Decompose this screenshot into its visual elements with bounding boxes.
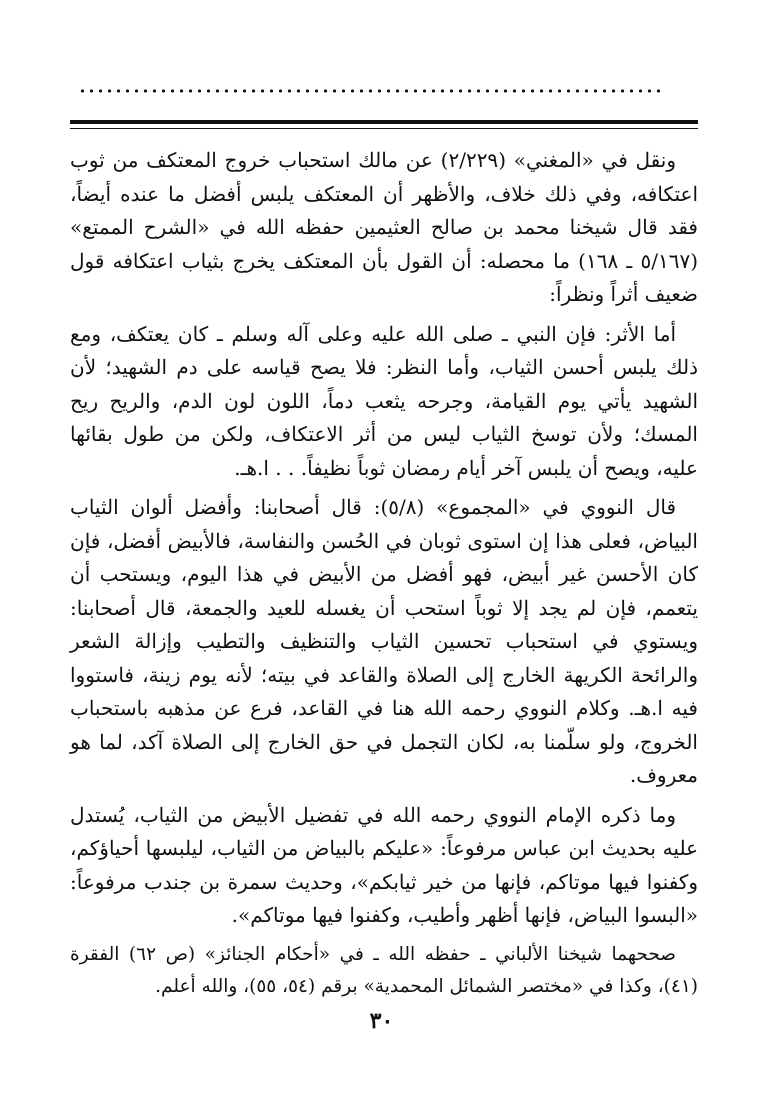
header-rule-thin — [70, 128, 698, 129]
paragraph-athar: أما الأثر: فإن النبي ـ صلى الله عليه وعلى آله وسلم ـ كان يعتكف، ومع ذلك يلبس أحسن الثياب، وأما النظر: فلا يصح قياسه على دم الشهيد؛ لأن الشهيد يأتي يوم القيامة، وجرحه يثعب دماً، اللون لون الدم، والريح ريح المسك؛ ولأن توسخ الثياب ليس من أثر الاعتكاف، ولكن من طول بقائها عليه، ويصح أن يلبس آخر أيام رمضان ثوباً نظيفاً. . . ا.هـ. — [70, 321, 698, 480]
paragraph-albani: صححهما شيخنا الألباني ـ حفظه الله ـ في «أحكام الجنائز» (ص ٦٢) الفقرة (٤١)، وكذا في «مختصر الشمائل المحمدية» برقم (٥٤، ٥٥)، والله أعلم. — [70, 943, 698, 997]
body-text — [70, 144, 698, 1005]
paragraph-mughni: ونقل في «المغني» (٢/٢٢٩) عن مالك استحباب خروج المعتكف من ثوب اعتكافه، وفي ذلك خلاف، والأظهر أن المعتكف يلبس أفضل ما عنده أيضاً، فقد قال شيخنا محمد بن صالح العثيمين حفظه الله في «الشرح الممتع» (٥/١٦٧ ـ ١٦٨) ما محصله: أن القول بأن المعتكف يخرج بثياب اعتكافه قول ضعيف أثراً ونظراً: — [70, 148, 699, 306]
dotted-header-rule — [78, 88, 663, 94]
paragraph-nawawi: قال النووي في «المجموع» (٥/٨): قال أصحابنا: وأفضل ألوان الثياب البياض، فعلى هذا إن استوى ثوبان في الحُسن والنفاسة، فالأبيض أفضل، فإن كان الأحسن غير أبيض، فهو أفضل من الأبيض في هذا اليوم، ويستحب أن يتعمم، فإن لم يجد إلا ثوباً استحب أن يغسله للعيد والجمعة، قال أصحابنا: ويستوي في استحباب تحسين الثياب والتنظيف والتطيب وإزالة الشعر والرائحة الكريهة الخارج إلى الصلاة والقاعد في بيته؛ لأنه يوم زينة، فاستووا فيه ا.هـ. وكلام النووي رحمه الله هنا في القاعد، فرع عن مذهبه باستحباب الخروج، ولو سلّمنا به، لكان التجمل في حق الخارج إلى الصلاة آكد، لما هو معروف. — [70, 495, 698, 787]
page-number: ٣٠ — [369, 1008, 394, 1034]
paragraph-hadith: وما ذكره الإمام النووي رحمه الله في تفضيل الأبيض من الثياب، يُستدل عليه بحديث ابن عباس مرفوعاً: «عليكم بالبياض من الثياب، ليلبسها أحياؤكم، وكفنوا فيها موتاكم، فإنها من خير ثيابكم»، وحديث سمرة بن جندب مرفوعاً: «البسوا البياض، فإنها أظهر وأطيب، وكفنوا فيها موتاكم». — [70, 802, 698, 927]
header-rule-thick — [70, 120, 698, 124]
